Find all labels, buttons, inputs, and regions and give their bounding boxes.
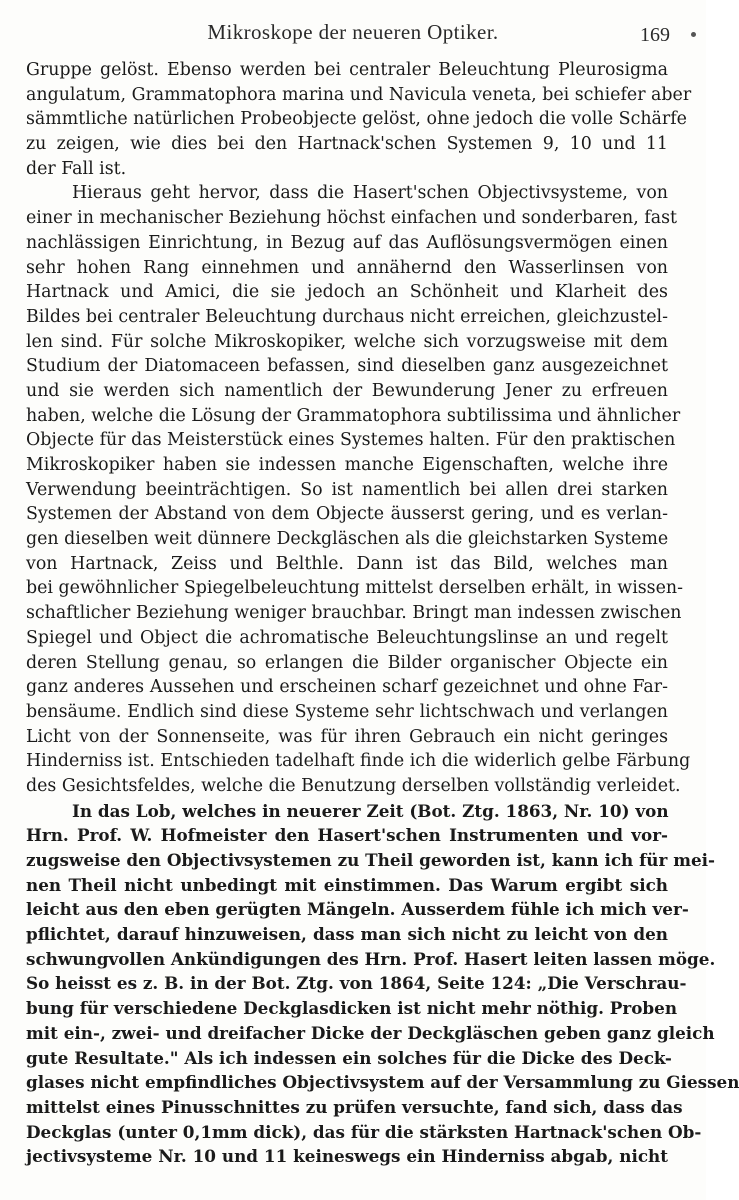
text-line: sehr hohen Rang einnehmen und annähernd den Wasserlinsen von — [26, 257, 668, 278]
text-line: mit ein-, zwei- und dreifacher Dicke der Deckgläschen geben ganz gleich — [26, 1022, 715, 1043]
corner-mark — [691, 32, 696, 37]
text-line: len sind. Für solche Mikroskopiker, welche sich vorzugsweise mit dem — [26, 331, 668, 352]
text-line: und sie werden sich namentlich der Bewunderung Jener zu erfreuen — [26, 380, 668, 401]
text-line: Spiegel und Object die achromatische Beleuchtungslinse an und regelt — [26, 627, 668, 648]
text-line: Bildes bei centraler Beleuchtung durchaus nicht erreichen, gleichzustel- — [26, 306, 668, 327]
page-number: 169 — [640, 24, 670, 46]
text-line: Hieraus geht hervor, dass die Hasert'schen Objectivsysteme, von — [72, 183, 668, 204]
body-text — [26, 58, 739, 1169]
text-line: nen Theil nicht unbedingt mit einstimmen. Das Warum ergibt sich — [26, 874, 668, 895]
page-header — [0, 18, 706, 46]
text-line: bensäume. Endlich sind diese Systeme sehr lichtschwach und verlangen — [26, 701, 668, 722]
text-line: sämmtliche natürlichen Probeobjecte gelöst, ohne jedoch die volle Schärfe — [26, 109, 687, 130]
text-line: Deckglas (unter 0,1mm dick), das für die stärksten Hartnack'schen Ob- — [26, 1121, 702, 1142]
text-line: der Fall ist. — [26, 158, 127, 179]
text-line: deren Stellung genau, so erlangen die Bilder organischer Objecte ein — [26, 652, 668, 673]
text-line: Mikroskopiker haben sie indessen manche Eigenschaften, welche ihre — [26, 455, 668, 475]
text-line: Gruppe gelöst. Ebenso werden bei centraler Beleuchtung Pleurosigma — [26, 60, 668, 80]
text-line: angulatum, Grammatophora marina und Navicula veneta, bei schiefer aber — [26, 84, 692, 105]
text-line: bung für verschiedene Deckglasdicken ist nicht mehr nöthig. Proben — [26, 998, 678, 1019]
text-line: Verwendung beeinträchtigen. So ist namentlich bei allen drei starken — [26, 479, 668, 500]
text-line: mittelst eines Pinusschnittes zu prüfen versuchte, fand sich, dass das — [26, 1096, 683, 1117]
text-line: schwungvollen Ankündigungen des Hrn. Prof. Hasert leiten lassen möge. — [26, 948, 716, 969]
running-title: Mikroskope der neueren Optiker. — [207, 20, 499, 44]
text-line: bei gewöhnlicher Spiegelbeleuchtung mittelst derselben erhält, in wissen- — [26, 578, 683, 599]
text-line: Hrn. Prof. W. Hofmeister den Hasert'schen Instrumenten und vor- — [26, 825, 668, 846]
text-line: glases nicht empfindliches Objectivsystem auf der Versammlung zu Giessen — [26, 1072, 739, 1093]
text-line: schaftlicher Beziehung weniger brauchbar. Bringt man indessen zwischen — [26, 603, 682, 624]
text-line: jectivsysteme Nr. 10 und 11 keineswegs ein Hinderniss abgab, nicht — [26, 1146, 668, 1167]
text-line: Studium der Diatomaceen befassen, sind dieselben ganz ausgezeichnet — [26, 356, 668, 377]
text-line: leicht aus den eben gerügten Mängeln. Ausserdem fühle ich mich ver- — [26, 899, 689, 920]
text-line: haben, welche die Lösung der Grammatophora subtilissima und ähnlicher — [26, 405, 681, 426]
text-line: von Hartnack, Zeiss und Belthle. Dann ist das Bild, welches man — [26, 553, 668, 574]
text-line: gen dieselben weit dünnere Deckgläschen als die gleichstarken Systeme — [26, 529, 669, 550]
text-line: einer in mechanischer Beziehung höchst einfachen und sonderbaren, fast — [26, 208, 678, 229]
text-line: Hinderniss ist. Entschieden tadelhaft finde ich die widerlich gelbe Färbung — [26, 751, 691, 772]
text-line: So heisst es z. B. in der Bot. Ztg. von 1864, Seite 124: „Die Verschrau- — [26, 973, 687, 994]
text-line: pflichtet, darauf hinzuweisen, dass man sich nicht zu leicht von den — [26, 924, 668, 945]
text-line: zu zeigen, wie dies bei den Hartnack'schen Systemen 9, 10 und 11 — [26, 134, 668, 155]
text-line: In das Lob, welches in neuerer Zeit (Bot. Ztg. 1863, Nr. 10) von — [72, 800, 669, 821]
text-line: des Gesichtsfeldes, welche die Benutzung derselben vollständig verleidet. — [26, 775, 681, 796]
text-line: ganz anderes Aussehen und erscheinen scharf gezeichnet und ohne Far- — [26, 677, 668, 698]
text-line: gute Resultate." Als ich indessen ein solches für die Dicke des Deck- — [26, 1047, 672, 1068]
text-line: Licht von der Sonnenseite, was für ihren Gebrauch ein nicht geringes — [26, 726, 668, 747]
text-line: Hartnack und Amici, die sie jedoch an Schönheit und Klarheit des — [26, 282, 668, 303]
text-line: Objecte für das Meisterstück eines Systemes halten. Für den praktischen — [26, 430, 676, 451]
text-line: Systemen der Abstand von dem Objecte äusserst gering, und es verlan- — [26, 504, 668, 525]
text-line: nachlässigen Einrichtung, in Bezug auf das Auflösungsvermögen einen — [26, 232, 668, 253]
text-line: zugsweise den Objectivsystemen zu Theil geworden ist, kann ich für mei- — [26, 850, 715, 870]
